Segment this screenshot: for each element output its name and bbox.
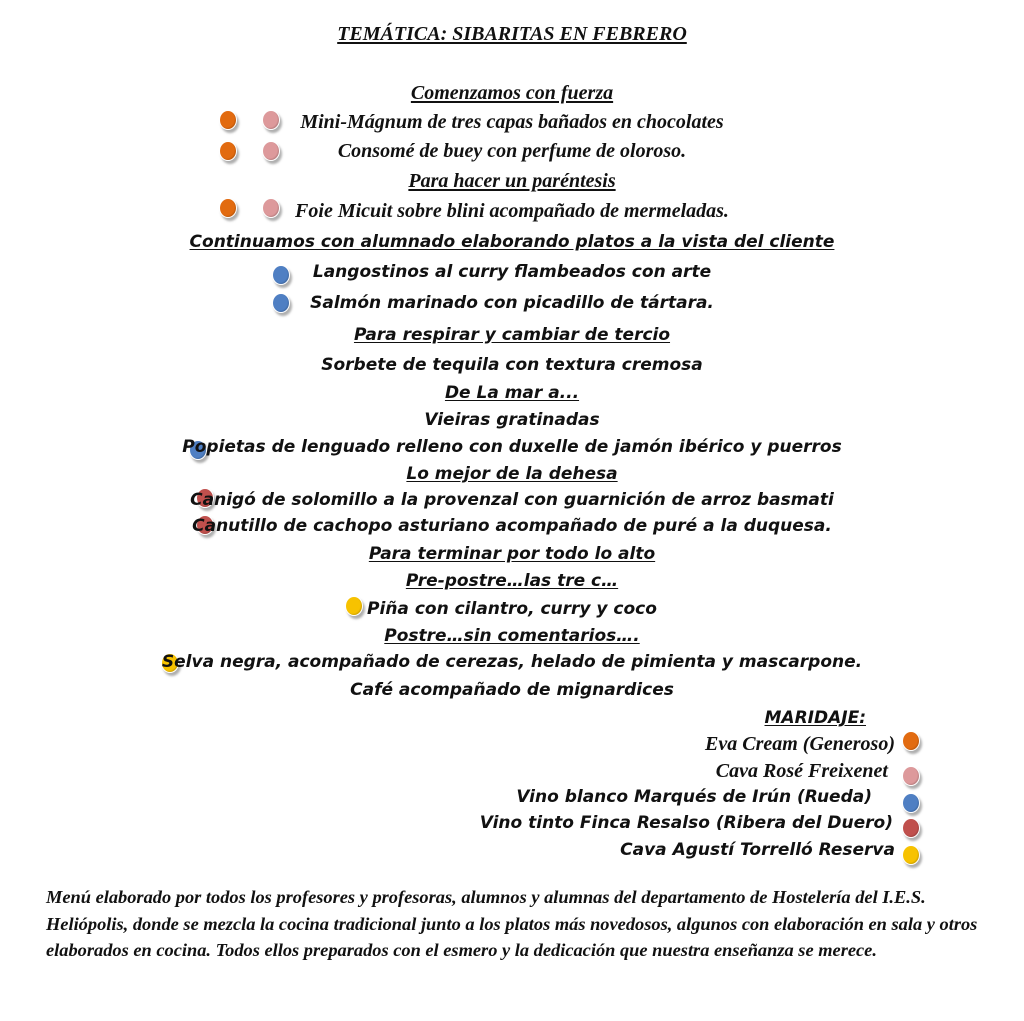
menu-item: Canigó de solomillo a la provenzal con guarnición de arroz basmati [190,490,834,510]
menu-item: Vieiras gratinadas [424,410,600,430]
section-heading: Comenzamos con fuerza [410,82,614,104]
pink-dot-icon [902,766,920,786]
section-heading: Lo mejor de la dehesa [406,464,618,484]
section-heading: Para respirar y cambiar de tercio [353,325,671,345]
menu-item: Langostinos al curry flambeados con arte [312,262,712,282]
section-heading: Para terminar por todo lo alto [368,544,656,564]
wine-item: Vino tinto Finca Resalso (Ribera del Duero) [479,813,893,833]
menu-item: Popietas de lenguado relleno con duxelle de jamón ibérico y puerros [182,437,842,457]
menu-item: Salmón marinado con picadillo de tártara. [310,293,714,313]
section-heading: De La mar a... [444,383,580,403]
section-heading: Pre-postre…las tre c… [405,571,619,591]
yellow-dot-icon [902,845,920,865]
wine-item: Cava Rosé Freixenet [715,760,888,782]
menu-item: Selva negra, acompañado de cerezas, helado de pimienta y mascarpone. [161,652,863,672]
section-heading: Para hacer un paréntesis [408,170,616,192]
menu-item: Consomé de buey con perfume de oloroso. [337,140,687,162]
wine-item: Eva Cream (Generoso) [705,733,895,755]
wine-item: Vino blanco Marqués de Irún (Rueda) [516,787,872,807]
menu-item: Foie Micuit sobre blini acompañado de mermeladas. [295,200,729,222]
section-heading: Postre…sin comentarios…. [384,626,640,646]
orange-dot-icon [902,731,920,751]
blue-dot-icon [902,793,920,813]
maridaje-heading: MARIDAJE: [764,708,866,728]
page-title: TEMÁTICA: SIBARITAS EN FEBRERO [337,23,687,45]
menu-item: Canutillo de cachopo asturiano acompañado de puré a la duquesa. [192,516,832,536]
menu-item: Sorbete de tequila con textura cremosa [321,355,703,375]
red-dot-icon [902,818,920,838]
wine-item: Cava Agustí Torrelló Reserva [620,840,895,860]
footer-note: Menú elaborado por todos los profesores y profesoras, alumnos y alumnas del departamento de Hostelería del I.E.S. Heliópolis, donde se mezcla la cocina tradicional junto a los platos más novedosos, algunos con elaboración en sala y otros elaborados en cocina. Todos ellos preparados con el esmero y la dedicación que nuestra enseñanza se merece. [46,887,978,960]
menu-item: Mini-Mágnum de tres capas bañados en chocolates [300,111,724,133]
section-heading: Continuamos con alumnado elaborando platos a la vista del cliente [189,232,835,252]
menu-item: Piña con cilantro, curry y coco [367,599,657,619]
menu-item: Café acompañado de mignardices [350,680,674,700]
